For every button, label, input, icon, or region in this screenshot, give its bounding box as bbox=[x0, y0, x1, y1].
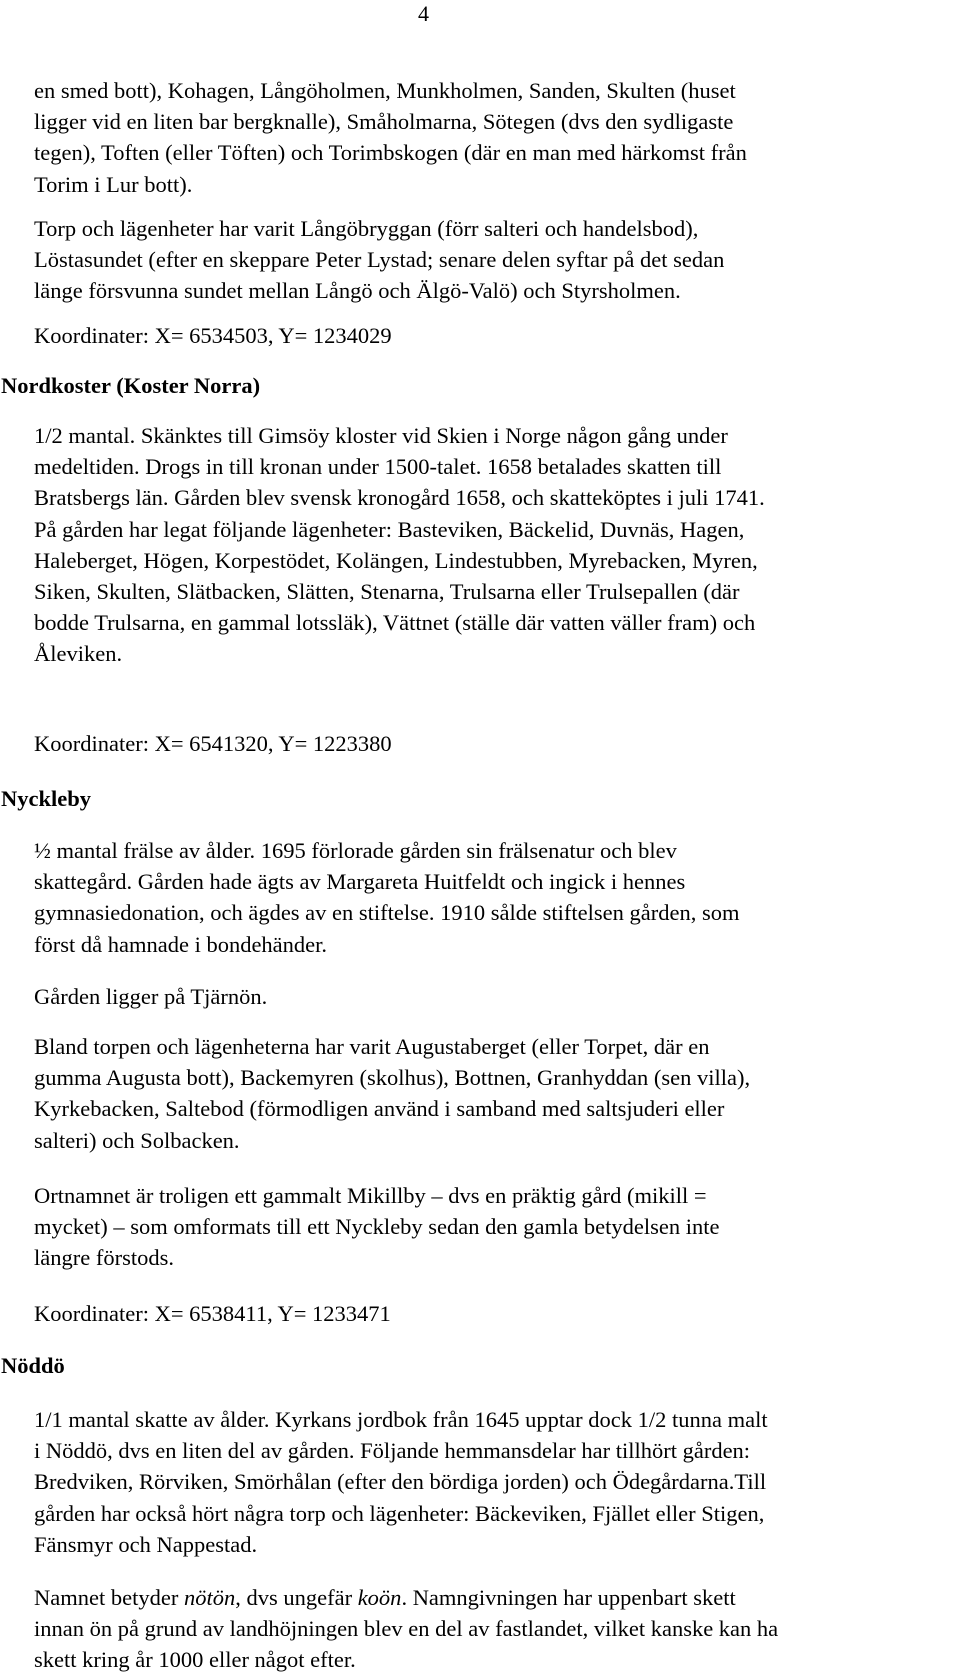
text-line: gumma Augusta bott), Backemyren (skolhus), Bottnen, Granhyddan (sen villa), bbox=[34, 1065, 751, 1091]
paragraph-nyckleby-location bbox=[34, 981, 960, 1012]
text-line: Torim i Lur bott). bbox=[34, 171, 193, 197]
text-line: Löstasundet (efter en skeppare Peter Lystad; senare delen syftar på det sedan bbox=[34, 247, 725, 273]
text-line: Torp och lägenheter har varit Långöbryggan (förr salteri och handelsbod), bbox=[34, 216, 699, 241]
text-line: Fänsmyr och Nappestad. bbox=[34, 1531, 258, 1557]
text-line: gården har också hört några torp och lägenheter: Bäckeviken, Fjället eller Stigen, bbox=[34, 1500, 765, 1526]
text-line: ligger vid en liten bar bergknalle), Småholmarna, Sötegen (dvs den sydligaste bbox=[34, 109, 734, 135]
coordinates-nordkoster bbox=[34, 728, 960, 759]
text-line: mycket) – som omformats till ett Nyckleby sedan den gamla betydelsen inte bbox=[34, 1214, 720, 1240]
paragraph-lango-torp bbox=[34, 213, 960, 307]
text-line: länge försvunna sundet mellan Långö och Älgö-Valö) och Styrsholmen. bbox=[34, 278, 681, 304]
paragraph-lango-places bbox=[34, 75, 960, 200]
text-line: Bland torpen och lägenheterna har varit Augustaberget (eller Torpet, där en bbox=[34, 1034, 710, 1059]
page-number: 4 bbox=[418, 1, 429, 26]
text-line: skett kring år 1000 eller något efter. bbox=[34, 1647, 356, 1673]
text-line: Koordinater: X= 6541320, Y= 1223380 bbox=[34, 731, 392, 756]
heading-nyckleby: Nyckleby bbox=[1, 786, 91, 811]
paragraph-nyckleby-history bbox=[34, 835, 960, 960]
heading-nordkoster: Nordkoster (Koster Norra) bbox=[1, 373, 261, 398]
paragraph-noddo-name bbox=[34, 1582, 960, 1676]
coordinates-nyckleby bbox=[34, 1298, 960, 1329]
text-run: . Namngivningen har uppenbart skett bbox=[401, 1585, 736, 1610]
text-line: På gården har legat följande lägenheter: Basteviken, Bäckelid, Duvnäs, Hagen, bbox=[34, 516, 745, 542]
text-line: Siken, Skulten, Slätbacken, Slätten, Stenarna, Trulsarna eller Trulsepallen (där bbox=[34, 579, 740, 605]
text-line: gymnasiedonation, och ägdes av en stiftelse. 1910 sålde stiftelsen gården, som bbox=[34, 900, 740, 926]
text-line: bodde Trulsarna, en gammal lotssläk), Vättnet (ställe där vatten väller fram) och bbox=[34, 610, 756, 636]
heading-noddo: Nöddö bbox=[1, 1353, 65, 1378]
text-line: ½ mantal frälse av ålder. 1695 förlorade gården sin frälsenatur och blev bbox=[34, 838, 677, 863]
text-line: Åleviken. bbox=[34, 641, 123, 667]
text-line: Bredviken, Rörviken, Smörhålan (efter den bördiga jorden) och Ödegårdarna.Till bbox=[34, 1469, 767, 1495]
coordinates-lango bbox=[34, 320, 960, 351]
text-line: Bratsbergs län. Gården blev svensk kronogård 1658, och skatteköptes i juli 1741. bbox=[34, 485, 765, 511]
text-line: en smed bott), Kohagen, Långöholmen, Munkholmen, Sanden, Skulten (huset bbox=[34, 78, 736, 103]
text-line: längre förstods. bbox=[34, 1245, 174, 1271]
paragraph-noddo bbox=[34, 1404, 960, 1560]
text-line: i Nöddö, dvs en liten del av gården. Följande hemmansdelar har tillhört gården: bbox=[34, 1438, 751, 1464]
paragraph-nyckleby-torp bbox=[34, 1031, 960, 1156]
text-line: Kyrkebacken, Saltebod (förmodligen använd i samband med saltsjuderi eller bbox=[34, 1096, 725, 1122]
paragraph-nordkoster bbox=[34, 420, 960, 670]
text-run: Namnet betyder bbox=[34, 1585, 184, 1610]
text-line: tegen), Toften (eller Töften) och Torimbskogen (där en man med härkomst från bbox=[34, 140, 747, 166]
text-line: först då hamnade i bondehänder. bbox=[34, 931, 328, 957]
text-line: skattegård. Gården hade ägts av Margareta Huitfeldt och ingick i hennes bbox=[34, 869, 686, 895]
paragraph-nyckleby-name bbox=[34, 1180, 960, 1274]
text-line: Ortnamnet är troligen ett gammalt Mikillby – dvs en präktig gård (mikill = bbox=[34, 1183, 707, 1208]
italic-term-koon: koön bbox=[357, 1585, 402, 1610]
text-line: medeltiden. Drogs in till kronan under 1500-talet. 1658 betalades skatten till bbox=[34, 454, 722, 480]
text-line: Gården ligger på Tjärnön. bbox=[34, 984, 268, 1009]
text-line: 1/2 mantal. Skänktes till Gimsöy kloster vid Skien i Norge någon gång under bbox=[34, 423, 728, 448]
text-run: , dvs ungefär bbox=[235, 1585, 358, 1610]
text-line: 1/1 mantal skatte av ålder. Kyrkans jordbok från 1645 upptar dock 1/2 tunna malt bbox=[34, 1407, 768, 1432]
text-line: salteri) och Solbacken. bbox=[34, 1127, 240, 1153]
text-line: Haleberget, Högen, Korpestödet, Kolängen, Lindestubben, Myrebacken, Myren, bbox=[34, 547, 758, 573]
italic-term-noton: nötön bbox=[183, 1585, 236, 1610]
text-line: Koordinater: X= 6538411, Y= 1233471 bbox=[34, 1301, 391, 1326]
text-line bbox=[34, 1582, 960, 1613]
text-line: Koordinater: X= 6534503, Y= 1234029 bbox=[34, 323, 392, 348]
text-line: innan ön på grund av landhöjningen blev en del av fastlandet, vilket kanske kan ha bbox=[34, 1616, 779, 1642]
